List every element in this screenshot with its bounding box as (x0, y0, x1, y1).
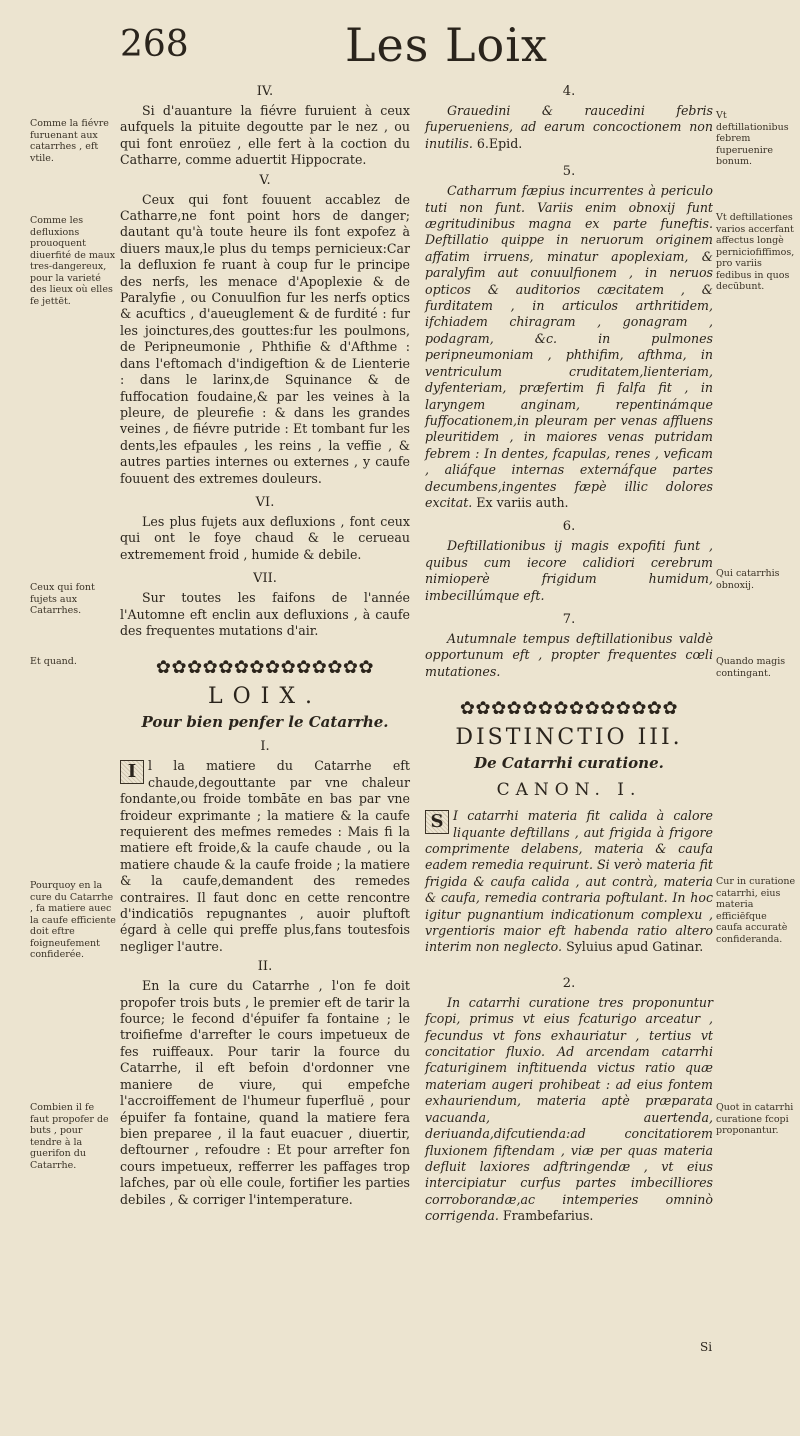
running-title: Les Loix (345, 18, 548, 72)
paragraph-text: In catarrhi curatione tres proponuntur fcopi, primus vt eius fcaturigo arceatur , fecundus vt fons exhauriatur , tertius vt concitatior fluxio. Ad arcendam catarrhi fcaturiginem inftituenda victus ratio quæ materiam augeri prohibeat : ad eius fontem exhauriendum, materia aptè præparata vacuanda, auertenda, deriuanda,difcutienda:ad concitatiorem fluxionem fiftendam , viæ per quas materia defluit laxiores adftringendæ , vt eius intercipiatur curfus partes imbecilliores corroborandæ,ac intemperies omninò corrigenda. (425, 994, 713, 1224)
section-number: 2. (562, 975, 576, 991)
source-citation: 6.Epid. (476, 135, 523, 151)
source-citation: Frambefarius. (502, 1208, 594, 1224)
margin-note-left: Et quand. (30, 656, 77, 667)
source-citation: Ex variis auth. (476, 494, 569, 510)
paragraph (425, 808, 713, 956)
paragraph (120, 758, 410, 955)
section-number: 4. (562, 84, 576, 99)
paragraph-text: I catarrhi materia fit calida à calore liquante deftillans , aut frigida à frigore comprimente delabens, materia & caufa eadem remedia requirunt. Si verò materia fit frigida & caufa calida , aut contrà, materia & caufa, remedia contraria poftulant. In hoc igitur pugnantium indicationum complexu , vrgentioris maior eft habenda ratio altero interim non neglecto. (425, 808, 713, 955)
section-title: LOIX. (208, 684, 322, 710)
section-title: DISTINCTIO III. (455, 725, 683, 751)
paragraph (425, 103, 713, 152)
section-number: VII. (253, 571, 277, 587)
margin-note-right: Vt deftillationibus febrem fuperuenire bonum. (716, 110, 789, 167)
margin-note-left: Comme la fiévre furuenant aux catarrhes , eft vtile. (30, 118, 109, 164)
catchword: Si (700, 1340, 713, 1354)
paragraph: Ceux qui font fouuent accablez de Catharre,ne font point hors de danger; dautant qu'à toute heure ils font expofez à diuers maux,le plus du temps pernicieux:Car la defluxion fe ruant à coup fur le principe des nerfs, les menace d'Apoplexie & de Paralyfie , ou Conuulfion fur les nerfs optics & acuftics , d'aueuglement & de furdité : fur les joinctures,des gouttes:fur les poulmons, de Peripneumonie , Phthifie & d'Afthme : dans l'eftomach d'indigeftion & de Lienterie : dans le larinx,de Squinance & de fuffocation foudaine,& par les veines à la pleure, de pleurefie : & dans les grandes veines , de fiévre putride : Et tombant fur les dents,les efpaules , les reins , la veffie , & autres parties internes ou externes , y caufe fouuent des extremes douleurs. (120, 191, 410, 486)
margin-note-left: Comme les defluxions prouoquent diuerfité de maux tres-dangereux, pour la varieté des lieux où elles fe jettēt. (30, 215, 116, 307)
section-number: II. (257, 959, 273, 975)
section-number: VI. (255, 494, 275, 510)
paragraph: En la cure du Catarrhe , l'on fe doit propofer trois buts , le premier eft de tarir la fource; le fecond d'épuifer fa fontaine ; le troifiefme d'arrefter le cours impetueux de fes ruiffeaux. Pour tarir la fource du Catarrhe, il eft befoin d'ordonner vne maniere de viure, qui empefche l'accroiffement de l'humeur fuperfluë , pour épuifer fa fontaine, quand la matiere fera bien preparee , il la faut euacuer , diuertir, deftourner , refoudre : Et pour arrefter fon cours impetueux, refferrer les paffages trop lafches, par où elle coule, fortifier les parties debiles , & corriger l'intemperature. (120, 978, 410, 1207)
section-number: V. (259, 172, 271, 188)
canon-heading: CANON. I. (496, 780, 642, 801)
paragraph-text: l la matiere du Catarrhe eft chaude,degouttante par vne chaleur fondante,ou froide tombāte en bas par vne froideur exprimante ; la matiere & la caufe requierent des mefmes remedes : Mais fi la matiere eft froide,& la caufe chaude , ou la matiere chaude & la caufe froide ; la matiere & la caufe,demandent des remedes contraires. Il faut donc en cette rencontre d'indicatiōs repugnantes , auoir pluftoft égard à celle qui preffe plus,fans toutesfois negliger l'autre. (120, 758, 410, 954)
section-number: 6. (562, 519, 576, 535)
paragraph: Deftillationibus ij magis expofiti funt , quibus cum iecore calidiori cerebrum nimioperè frigidum humidum, imbecillúmque eft. (425, 538, 713, 603)
margin-note-left: Combien il fe faut propofer de buts , pour tendre à la guerifon du Catarrhe. (30, 1102, 109, 1171)
margin-note-left: Pourquoy en la cure du Catarrhe , fa matiere auec la caufe efficiente doit eftre foigneufement confiderée. (30, 880, 116, 960)
drop-cap: I (120, 760, 144, 784)
section-number: 7. (562, 611, 576, 627)
ornament-band: ✿✿✿✿✿✿✿✿✿✿✿✿✿✿ (155, 657, 375, 679)
margin-note-right: Quot in catarrhi curatione fcopi proponantur. (716, 1102, 794, 1136)
margin-note-right: Cur in curatione catarrhi, eius materia efficiēfque caufa accuratè confideranda. (716, 876, 796, 945)
paragraph (425, 995, 713, 1225)
latin-column (425, 80, 713, 1225)
french-column (120, 80, 410, 1208)
source-citation: Syluius apud Gatinar. (566, 939, 704, 955)
paragraph (425, 183, 713, 511)
paragraph-text: Catharrum fæpius incurrentes à periculo tuti non funt. Variis enim obnoxij funt ægritudinibus magna ex parte funeftis. Deftillatio quippe in neruorum originem affatim irruens, minatur apoplexiam, & paralyfim aut conuulfionem , in neruos opticos & auditorios cæcitatem , & furditatem , in articulos arthritidem, ifchiadem chiragram , gonagram , podagram, &c. in pulmones peripneumoniam , phthifim, afthma, in ventriculum cruditatem,lienteriam, dyfenteriam, præfertim fi falfa fit , in laryngem anginam, repentinámque fuffocationem,in pleuram per venas affluens pleuritidem , in maiores venas putridam febrem : In dentes, fcapulas, renes , veficam , aliáfque internas externáfque partes decumbens,ingentes fæpè illic dolores excitat. (425, 183, 713, 510)
page-number: 268 (120, 24, 189, 65)
paragraph: Si d'auanture la fiévre furuient à ceux aufquels la pituite degoutte par le nez , ou qui font enroüez , elle fert à la coction du Catharre, comme aduertit Hippocrate. (120, 103, 410, 168)
section-number: 5. (562, 164, 576, 180)
paragraph: Sur toutes les faifons de l'année l'Automne eft enclin aux defluxions , à caufe des frequentes mutations d'air. (120, 590, 410, 638)
section-number: I. (260, 739, 270, 755)
ornament-band: ✿✿✿✿✿✿✿✿✿✿✿✿✿✿ (459, 698, 679, 720)
margin-note-right: Quando magis contingant. (716, 656, 786, 679)
section-subtitle: De Catarrhi curatione. (474, 754, 664, 773)
paragraph-text: Grauedini & raucedini febris fuperueniens, ad earum concoctionem non inutilis. (425, 103, 713, 151)
drop-cap: S (425, 810, 449, 834)
margin-note-right: Vt deftillationes varios accerfant affectus longè perniciofiffimos, pro variis fedibus in quos decūbunt. (716, 212, 795, 292)
paragraph: Les plus fujets aux defluxions , font ceux qui ont le foye chaud & le cerueau extremement froid , humide & debile. (120, 513, 410, 562)
paragraph: Autumnale tempus deftillationibus valdè opportunum eft , propter frequentes cœli mutationes. (425, 630, 713, 679)
margin-note-right: Qui catarrhis obnoxij. (716, 568, 780, 591)
section-subtitle: Pour bien penfer le Catarrhe. (141, 713, 389, 732)
margin-note-left: Ceux qui font fujets aux Catarrhes. (30, 582, 95, 616)
section-number: IV. (256, 84, 274, 99)
page-header (0, 14, 800, 74)
